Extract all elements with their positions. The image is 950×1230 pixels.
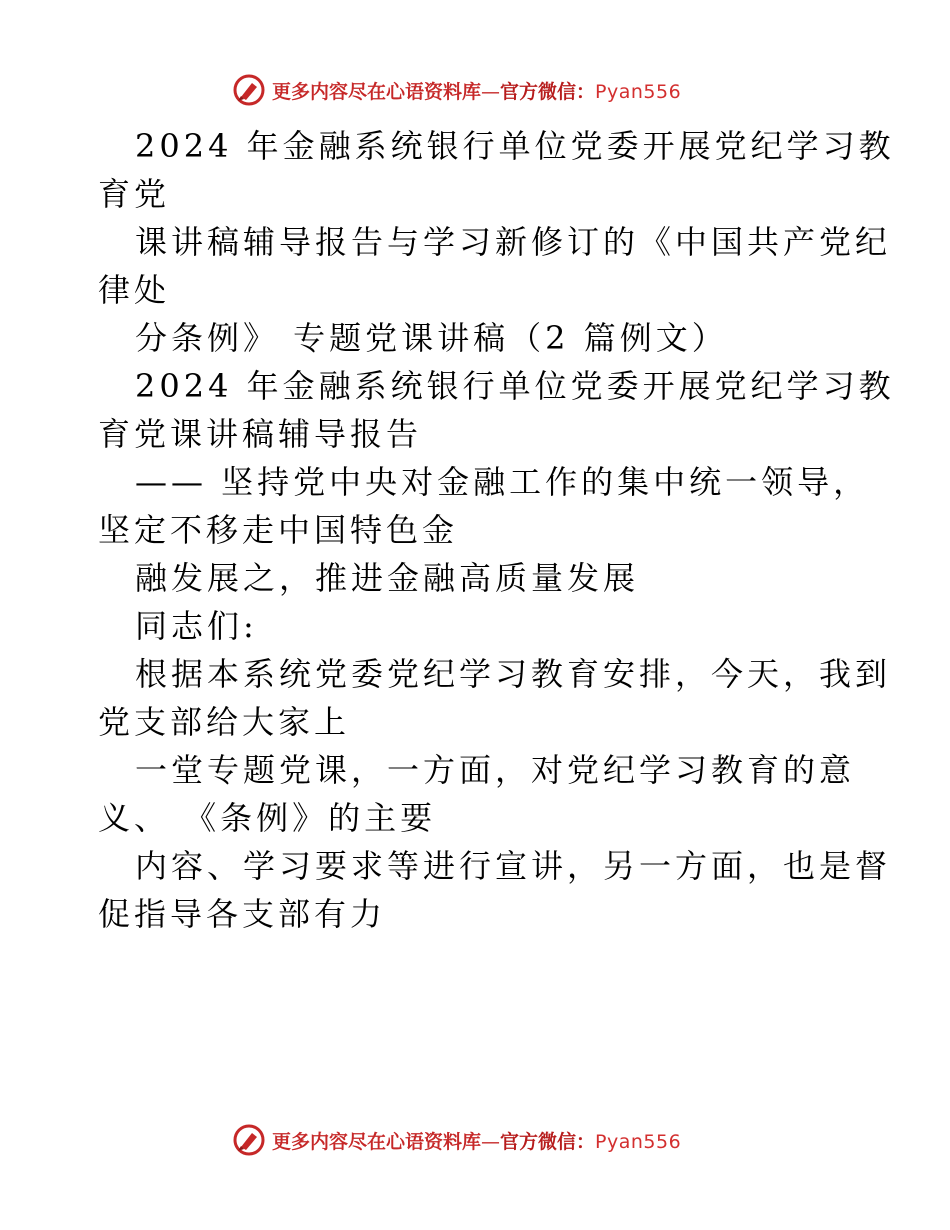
logo-icon bbox=[232, 1123, 266, 1157]
text-line: 党支部给大家上 bbox=[98, 703, 351, 741]
text-line: 根据本系统党委党纪学习教育安排，今天，我到 bbox=[135, 655, 892, 693]
watermark-dash: — bbox=[481, 1130, 501, 1153]
text-line: 义、 《条例》的主要 bbox=[98, 799, 437, 837]
text-line: 2024 年金融系统银行单位党委开展党纪学习教 bbox=[135, 127, 895, 165]
watermark-library: 更多内容尽在心语资料库 bbox=[272, 1130, 482, 1153]
header-watermark bbox=[232, 72, 681, 108]
watermark-dash: — bbox=[481, 80, 501, 103]
watermark-wechat-id: Pyan556 bbox=[595, 80, 682, 103]
text-line: 融发展之，推进金融高质量发展 bbox=[135, 559, 640, 597]
text-line: 坚定不移走中国特色金 bbox=[98, 511, 459, 549]
text-line: 同志们: bbox=[135, 607, 258, 645]
watermark-wechat-label: 官方微信： bbox=[500, 1130, 596, 1153]
text-line: 内容、学习要求等进行宣讲，另一方面，也是督 bbox=[135, 847, 892, 885]
footer-watermark bbox=[232, 1122, 681, 1158]
watermark-library: 更多内容尽在心语资料库 bbox=[272, 80, 482, 103]
watermark-wechat-label: 官方微信： bbox=[500, 80, 596, 103]
text-line: 课讲稿辅导报告与学习新修订的《中国共产党纪 bbox=[135, 223, 892, 261]
watermark-text bbox=[272, 77, 681, 104]
watermark-wechat-id: Pyan556 bbox=[595, 1130, 682, 1153]
text-line: 育党 bbox=[98, 175, 171, 213]
text-line: 分条例》 专题党课讲稿（2 篇例文） bbox=[135, 319, 728, 357]
logo-icon bbox=[232, 73, 266, 107]
watermark-text bbox=[272, 1127, 681, 1154]
text-line: 促指导各支部有力 bbox=[98, 895, 387, 933]
text-line: 育党课讲稿辅导报告 bbox=[98, 415, 423, 453]
text-line: —— 坚持党中央对金融工作的集中统一领导， bbox=[135, 463, 870, 501]
text-line: 2024 年金融系统银行单位党委开展党纪学习教 bbox=[135, 367, 895, 405]
text-line: 律处 bbox=[98, 271, 171, 309]
document-body bbox=[98, 122, 895, 938]
text-line: 一堂专题党课，一方面，对党纪学习教育的意 bbox=[135, 751, 856, 789]
